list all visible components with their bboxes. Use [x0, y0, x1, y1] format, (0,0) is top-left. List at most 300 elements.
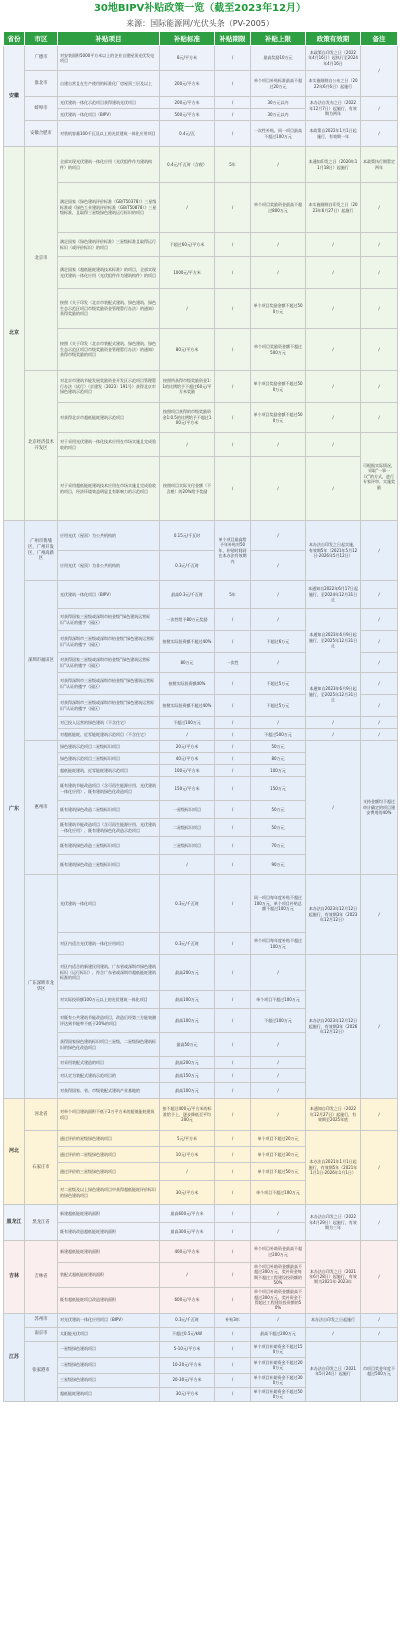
- cap-cell: 最高不超过200万元: [251, 1327, 306, 1341]
- standard-cell: 一次性给予80万元奖励: [160, 609, 215, 631]
- note-cell: /: [361, 1131, 398, 1205]
- project-cell: 应用光伏（屋顶）为公共机构的: [58, 521, 160, 551]
- province-cell: 黑龙江: [4, 1205, 25, 1241]
- period-cell: /: [215, 1163, 251, 1181]
- standard-cell: 400元/平方米: [160, 1241, 215, 1263]
- table-body: [4, 46, 398, 1402]
- note-cell: /: [361, 1205, 398, 1241]
- standard-cell: 不超过0.5元/kW: [160, 1327, 215, 1341]
- table-row: [4, 183, 398, 233]
- cap-cell: 不超过5万元: [251, 695, 306, 717]
- city-cell: 南京市: [25, 1327, 58, 1341]
- period-cell: /: [215, 289, 251, 329]
- validity-cell: 本通知印发之日（2020年11月18日）起施行: [306, 147, 361, 183]
- standard-cell: 0.15元/千瓦时: [160, 521, 215, 551]
- standard-cell: 最高100万元: [160, 1083, 215, 1099]
- project-cell: 光伏建筑一体化示范项目获得建筑光伏项目: [58, 97, 160, 109]
- period-cell: /: [215, 433, 251, 457]
- validity-cell: 本办法自2021年1月1日起施行，有效期5年（2021年1月1日-2026年1月1日）: [306, 1131, 361, 1205]
- city-cell: 石家庄市: [25, 1131, 58, 1205]
- standard-cell: 5-10元/平方米: [160, 1341, 215, 1357]
- table-row: [4, 121, 398, 147]
- validity-cell: 本办法自2023年12月12日起施行，有效期3年（2023年12月12日）: [306, 875, 361, 955]
- validity-cell: /: [306, 457, 361, 521]
- table-row: [4, 673, 398, 695]
- project-cell: 既有建筑绿色改造二星级标识项目: [58, 801, 160, 819]
- page-title: 30地BIPV补贴政策一览（截至2023年12月）: [93, 3, 307, 14]
- cap-cell: 单个项目补助资金不超过150万元: [251, 1341, 306, 1357]
- project-cell: 既有建筑绿色改造三星级标识项目: [58, 855, 160, 875]
- city-cell: 淮北市: [25, 71, 58, 97]
- standard-cell: 按不超过400元/平方米的标准给予上，逐步降低至平均200元: [160, 1099, 215, 1131]
- period-cell: /: [215, 109, 251, 121]
- cap-cell: /: [251, 653, 306, 673]
- note-cell: /: [361, 403, 398, 433]
- project-cell: 对认定为装配式建筑示范项目的: [58, 1069, 160, 1083]
- project-cell: 光伏建筑一体化项目（BIPV）: [58, 109, 160, 121]
- standard-cell: /: [160, 855, 215, 875]
- standard-cell: 0.4元/千瓦时（含税）: [160, 147, 215, 183]
- standard-cell: 200元/平方米: [160, 71, 215, 97]
- period-cell: /: [215, 729, 251, 741]
- note-cell: /: [361, 121, 398, 147]
- city-cell: 广东深圳市龙华区: [25, 875, 58, 1099]
- project-cell: 对于采用光伏建筑一体化技术应用在市场实施且完成验收的项目: [58, 433, 160, 457]
- project-cell: 新建超低能耗建筑面积: [58, 1241, 160, 1263]
- table-row: [4, 581, 398, 609]
- column-header-standard: 补贴标准: [160, 32, 215, 46]
- city-cell: 苏州市: [25, 1313, 58, 1327]
- table-row: [4, 71, 398, 97]
- table-row: [4, 1241, 398, 1263]
- column-header-period: 补贴期限: [215, 32, 251, 46]
- project-cell: 按照《关于印发〈北京市装配式建筑、绿色建筑、绿色生态示范区项目市级奖励资金管理暂行办法〉的通知》获得奖励的项目: [58, 289, 160, 329]
- cap-cell: 单个项目奖励金额不超过500万元: [251, 371, 306, 403]
- period-cell: /: [215, 257, 251, 289]
- standard-cell: /: [160, 433, 215, 457]
- cap-cell: 最高奖励10万元: [251, 46, 306, 71]
- standard-cell: 按照实际投资额不超过40%: [160, 631, 215, 653]
- cap-cell: 100万元: [251, 765, 306, 777]
- project-cell: 获得国家绿色建筑标识项目三星级，二星级绿色建筑标识的绿色化改造项目: [58, 1033, 160, 1057]
- cap-cell: /: [251, 609, 306, 631]
- table-row: [4, 97, 398, 109]
- project-cell: 满足国家《超低能耗建筑技术标准》的项目，全部实现光伏建筑一体化应用（光伏组件作为建筑构件）的项目: [58, 257, 160, 289]
- province-cell: 江苏: [4, 1313, 25, 1401]
- table-row: [4, 433, 398, 457]
- project-cell: 对区内适合光伏建筑一体化应用项目: [58, 933, 160, 955]
- standard-cell: /: [160, 729, 215, 741]
- city-cell: 张家港市: [25, 1341, 58, 1401]
- table-row: [4, 257, 398, 289]
- city-cell: 北京市: [25, 147, 58, 371]
- standard-cell: 按照项目获得的市级奖励资金1:0.5的比例给予不超过100元/平方米: [160, 403, 215, 433]
- cap-cell: 单个项目补助资金额最高不超过300万元，奖补资金不得超过工程建设投资额的50%: [251, 1287, 306, 1313]
- cap-cell: 单个项目不超过30万元: [251, 1147, 306, 1163]
- period-cell: /: [215, 1223, 251, 1241]
- validity-cell: /: [306, 371, 361, 403]
- period-cell: /: [215, 777, 251, 801]
- cap-cell: /: [251, 1083, 306, 1099]
- project-cell: 对获得深圳市三星级或深圳市铂金级“绿色建筑运营标识”认证的楼宇（园区）: [58, 631, 160, 653]
- standard-cell: /: [160, 1163, 215, 1181]
- validity-cell: 本办法自印发之日（2021年5月24日）起施行: [306, 1341, 361, 1401]
- policy-table: [3, 31, 398, 1402]
- note-cell: /: [361, 631, 398, 653]
- period-cell: /: [215, 46, 251, 71]
- standard-cell: 8元/平方米: [160, 46, 215, 71]
- cap-cell: 单个项目不超过100万元: [251, 991, 306, 1009]
- project-cell: 对实际投资额100万元以上的光伏建筑一体化项目: [58, 991, 160, 1009]
- period-cell: /: [215, 837, 251, 855]
- cap-cell: 单个项目补助资金额最高不超过300万元，奖补资金每期不超过工程建设投资额的50%: [251, 1263, 306, 1288]
- standard-cell: 最高300元/平方米: [160, 1223, 215, 1241]
- cap-cell: 单个项目奖励金额不超过500万元: [251, 289, 306, 329]
- note-cell: /: [361, 329, 398, 371]
- standard-cell: 80元/平方米: [160, 329, 215, 371]
- period-cell: /: [215, 71, 251, 97]
- period-cell: /: [215, 673, 251, 695]
- table-row: [4, 403, 398, 433]
- period-cell: /: [215, 1033, 251, 1057]
- cap-cell: 30万元以内: [251, 97, 306, 109]
- project-cell: 对既有公共建筑节能改造项目，改造后经第三方能效测评达到节能率不低于20%的项目: [58, 1009, 160, 1033]
- note-cell: /: [361, 1241, 398, 1314]
- validity-cell: 本办法自印发之日（2022年4月29日）起施行，有效期为三年: [306, 1205, 361, 1241]
- project-cell: 既有建筑节能改造项目（含可再生能源应用、光伏建筑一体化应用）、既有建筑绿色化改造示范项目: [58, 819, 160, 837]
- project-cell: 三星级绿色建筑项目: [58, 1373, 160, 1387]
- period-cell: /: [215, 1069, 251, 1083]
- validity-cell: /: [306, 257, 361, 289]
- cap-cell: /: [251, 955, 306, 991]
- cap-cell: /: [251, 257, 306, 289]
- standard-cell: 按照所获得市级奖励资金1:1的比例给予不超过60元/平方米奖励: [160, 371, 215, 403]
- cap-cell: 单个项目不超过20万元: [251, 1131, 306, 1147]
- period-cell: /: [215, 233, 251, 257]
- project-cell: 二星级绿色建筑项目: [58, 1357, 160, 1373]
- project-cell: 自建自营且在生产使用的标准化厂房屋顶三层及以上: [58, 71, 160, 97]
- project-cell: 光伏建筑一体化项目（BIPV）: [58, 581, 160, 609]
- standard-cell: 100元/平方米: [160, 765, 215, 777]
- project-cell: 对获得北京市超低能耗建筑示范项目: [58, 403, 160, 433]
- city-cell: 广州市黄埔区、广州开发区、广州高新区: [25, 521, 58, 581]
- period-cell: /: [215, 1341, 251, 1357]
- period-cell: /: [215, 1241, 251, 1263]
- cap-cell: /: [251, 581, 306, 609]
- standard-cell: 最高200万元: [160, 955, 215, 991]
- standard-cell: 0.3元/千瓦时: [160, 875, 215, 933]
- period-cell: /: [215, 955, 251, 991]
- period-cell: /: [215, 991, 251, 1009]
- cap-cell: /: [251, 1057, 306, 1069]
- project-cell: 对光伏建筑一体化应用项目（BIPV）: [58, 1313, 160, 1327]
- cap-cell: /: [251, 1069, 306, 1083]
- note-cell: /: [361, 521, 398, 581]
- cap-cell: 单个项目补助资金最高不超过200万元: [251, 1241, 306, 1263]
- table-row: [4, 329, 398, 371]
- cap-cell: 50万元: [251, 819, 306, 837]
- period-cell: /: [215, 1147, 251, 1163]
- validity-cell: 本通知自印发之日（2022年12月27日）起施行，有效期至2025年底: [306, 1099, 361, 1131]
- project-cell: 对获得深圳市三星级或深圳市铂金级“绿色建筑运营标识”认证的楼宇（园区）: [58, 673, 160, 695]
- table-row: [4, 741, 398, 753]
- validity-cell: /: [306, 233, 361, 257]
- validity-cell: /: [306, 1327, 361, 1341]
- cap-cell: 不超过5万元: [251, 673, 306, 695]
- cap-cell: 70万元: [251, 837, 306, 855]
- project-cell: 绿色建筑示范项目二星级标识项目: [58, 741, 160, 753]
- validity-cell: 本办法自印发之日起实施，有效期5年（2021年5月12日-2026年5月12日）: [306, 521, 361, 581]
- table-row: [4, 521, 398, 551]
- cap-cell: /: [251, 551, 306, 581]
- cap-cell: /: [251, 457, 306, 521]
- project-cell: 对安装面积5000平方米以上的企业自建屋顶光伏发电项目: [58, 46, 160, 71]
- note-cell: 支持金额均不超过审计确定的项目建安费用的40%: [361, 741, 398, 875]
- period-cell: /: [215, 1131, 251, 1147]
- standard-cell: 200元/平方米: [160, 97, 215, 109]
- standard-cell: 80万元: [160, 653, 215, 673]
- period-cell: /: [215, 97, 251, 109]
- cap-cell: /: [251, 1033, 306, 1057]
- standard-cell: 30元/平方米: [160, 1181, 215, 1205]
- period-cell: /: [215, 121, 251, 147]
- validity-cell: /: [306, 729, 361, 741]
- period-cell: /: [215, 1205, 251, 1223]
- project-cell: 满足国家《绿色建筑评价标准（GB/T50378）》三星级标准或《绿色工业建筑评价标准（GB/T50878）》三星级标准，且取得三星级绿色建筑运行标识的项目: [58, 183, 160, 233]
- city-cell: 河北省: [25, 1099, 58, 1131]
- note-cell: /: [361, 289, 398, 329]
- period-cell: /: [215, 329, 251, 371]
- table-row: [4, 1327, 398, 1341]
- cap-cell: 90万元: [251, 855, 306, 875]
- cap-cell: /: [251, 433, 306, 457]
- table-row: [4, 875, 398, 933]
- standard-cell: 20-30元/平方米: [160, 1373, 215, 1387]
- standard-cell: 0.3元/千瓦时: [160, 933, 215, 955]
- cap-cell: 50万元: [251, 801, 306, 819]
- standard-cell: 0.3元/千瓦时: [160, 551, 215, 581]
- cap-cell: 50万元: [251, 741, 306, 753]
- city-cell: 惠州市: [25, 741, 58, 875]
- period-cell: /: [215, 631, 251, 653]
- project-cell: 对获得国家、省、市级装配式建筑产业基地的: [58, 1083, 160, 1099]
- cap-cell: /: [251, 521, 306, 551]
- cap-cell: 单个项目奖励金额不超过500万元: [251, 403, 306, 433]
- table-row: [4, 609, 398, 631]
- province-cell: 北京: [4, 147, 25, 521]
- period-cell: /: [215, 855, 251, 875]
- province-cell: 广东: [4, 521, 25, 1099]
- cap-cell: 单个项目不超过100万元: [251, 1181, 306, 1205]
- province-cell: 吉林: [4, 1241, 25, 1314]
- note-cell: /: [361, 609, 398, 631]
- table-row: [4, 233, 398, 257]
- note-cell: 本政策执行期暂定两年: [361, 147, 398, 183]
- cap-cell: 不超过500万元: [251, 729, 306, 741]
- city-cell: 广德市: [25, 46, 58, 71]
- standard-cell: 最高0.3元/千瓦时: [160, 581, 215, 609]
- note-cell: /: [361, 729, 398, 741]
- validity-cell: /: [306, 433, 361, 457]
- project-cell: 对获得深圳市三星级或深圳市铂金级“绿色建筑运营标识”认证的楼宇（园区）: [58, 695, 160, 717]
- city-cell: 北京经济技术开发区: [25, 371, 58, 521]
- note-cell: 市项目奖金年度不超过500万元: [361, 1341, 398, 1401]
- note-cell: /: [361, 695, 398, 717]
- column-header-city: 市区: [25, 32, 58, 46]
- cap-cell: 单个项目奖励资金最高不超过800万元: [251, 183, 306, 233]
- standard-cell: 600元/平方米: [160, 1287, 215, 1313]
- validity-cell: 本通知自2023年6月9日起施行，至2025年12月31日止: [306, 609, 361, 673]
- standard-cell: 5元/平方米: [160, 1131, 215, 1147]
- cap-cell: /: [251, 1223, 306, 1241]
- standard-cell: 最高100万元: [160, 1009, 215, 1033]
- period-cell: /: [215, 1057, 251, 1069]
- project-cell: 对装机容量100千瓦及以上的光伏建筑一体化应用项目: [58, 121, 160, 147]
- column-header-validity: 政策有效期: [306, 32, 361, 46]
- validity-cell: 本办法自2023年12月12日起施行，有效期3年（2026年12月12日）: [306, 955, 361, 1099]
- validity-cell: 本政策自印发之日（2022年4月16日）起执行至2024年4月16日: [306, 46, 361, 71]
- table-header-row: [4, 32, 398, 46]
- table-row: [4, 717, 398, 729]
- project-cell: 既有建筑节能改造项目（含可再生能源应用、光伏建筑一体化应用）、既有建筑绿色化改造项目: [58, 777, 160, 801]
- validity-cell: 本办法自印发之日（2021年6月28日）起施行，有效期为2021年-2023年: [306, 1241, 361, 1314]
- period-cell: /: [215, 183, 251, 233]
- validity-cell: /: [306, 289, 361, 329]
- period-cell: /: [215, 1083, 251, 1099]
- period-cell: /: [215, 741, 251, 753]
- standard-cell: 最高50万元: [160, 1033, 215, 1057]
- cap-cell: 单个项目奖励资金额不超过500万元: [251, 329, 306, 371]
- period-cell: /: [215, 1387, 251, 1401]
- project-cell: 超低能耗建筑、近零能耗建筑示范项目: [58, 765, 160, 777]
- note-cell: /: [361, 183, 398, 233]
- standard-cell: 1000元/平方米: [160, 257, 215, 289]
- cap-cell: /: [251, 717, 306, 729]
- period-cell: /: [215, 457, 251, 521]
- validity-cell: 本实施细则自公布之日（2022年6月6日）起施行: [306, 71, 361, 97]
- cap-cell: 单个项目补助资金不超过300万元: [251, 1373, 306, 1387]
- project-cell: 对获得国家三星级或深圳市铂金级“绿色建筑运营标识”认证的楼宇（园区）: [58, 653, 160, 673]
- project-cell: 全部实现光伏建筑一体化应用（光伏组件作为建筑构件）的项目: [58, 147, 160, 183]
- period-cell: 一次性: [215, 653, 251, 673]
- cap-cell: /: [251, 147, 306, 183]
- standard-cell: 40元/平方米: [160, 753, 215, 765]
- cap-cell: 单个项目补助资金不超过500万元: [251, 1387, 306, 1401]
- standard-cell: 最高600元/平方米: [160, 1205, 215, 1223]
- period-cell: 5年: [215, 581, 251, 609]
- standard-cell: /: [160, 1263, 215, 1288]
- project-cell: 对北京市建筑节能发展奖励资金开发区示范项目管理暂行办法（试行）（京建发〔2023〕191号）获得北京市绿色建筑示范项目: [58, 371, 160, 403]
- validity-cell: 本办法自发布之日（2022年12月7日）起施行，有效期为两年: [306, 97, 361, 121]
- note-cell: /: [361, 233, 398, 257]
- project-cell: 对单个项目建筑面积不低于2万平方米的超低能耗建筑项目: [58, 1099, 160, 1131]
- cap-cell: 不超过6万元: [251, 631, 306, 653]
- column-header-project: 补贴项目: [58, 32, 160, 46]
- standard-cell: /: [160, 289, 215, 329]
- city-cell: 深圳市福田区: [25, 581, 58, 741]
- standard-cell: 20元/平方米: [160, 741, 215, 753]
- standard-cell: 500元/平方米: [160, 109, 215, 121]
- project-cell: 既有建筑绿色改造三星级标识项目: [58, 837, 160, 855]
- cap-cell: /: [251, 1099, 306, 1131]
- standard-cell: 0.4元/瓦: [160, 121, 215, 147]
- project-cell: 太阳能光伏项目: [58, 1327, 160, 1341]
- cap-cell: 30万元以内: [251, 109, 306, 121]
- cap-cell: /: [251, 1313, 306, 1327]
- validity-cell: 本实施细则自印发之日（2023年6月27日）起施行: [306, 183, 361, 233]
- standard-cell: 按照项目实际支付金额（不含税）的20%给予奖励: [160, 457, 215, 521]
- note-cell: /: [361, 46, 398, 97]
- standard-cell: 最高200万元: [160, 1057, 215, 1069]
- validity-cell: 本办法自印发之日起施行: [306, 1313, 361, 1327]
- note-cell: /: [361, 581, 398, 609]
- period-cell: /: [215, 1263, 251, 1288]
- project-cell: 对采用装配式建造的项目: [58, 1057, 160, 1069]
- period-cell: /: [215, 695, 251, 717]
- period-cell: /: [215, 1099, 251, 1131]
- period-cell: /: [215, 875, 251, 933]
- table-row: [4, 1313, 398, 1327]
- table-row: [4, 457, 398, 521]
- period-cell: 单个项目最高给予年补贴对50年，补贴时间同在本办法有效期内: [215, 521, 251, 581]
- standard-cell: 30元/平方米: [160, 1387, 215, 1401]
- table-row: [4, 147, 398, 183]
- table-row: [4, 1099, 398, 1131]
- period-cell: /: [215, 1373, 251, 1387]
- table-row: [4, 371, 398, 403]
- note-cell: /: [361, 97, 398, 121]
- standard-cell: 最高100万元: [160, 991, 215, 1009]
- period-cell: /: [215, 717, 251, 729]
- province-cell: 安徽: [4, 46, 25, 147]
- project-cell: 对已投入运营的绿色建筑（不含住宅）: [58, 717, 160, 729]
- note-cell: /: [361, 1327, 398, 1341]
- page-subtitle: 来源：国际能源网/光伏头条（PV-2005）: [126, 19, 274, 28]
- standard-cell: 一星级标识项目: [160, 801, 215, 819]
- standard-cell: 按照实际投资额40%: [160, 673, 215, 695]
- note-cell: /: [361, 653, 398, 673]
- cap-cell: 一次性补贴，同一项目最高不超过100万元: [251, 121, 306, 147]
- project-cell: 对二星级及以上绿色建筑项目中获得超低能耗评价标识的绿色建筑项目: [58, 1181, 160, 1205]
- project-cell: 满足国家《绿色建筑评价标准》三星级标准且取得运行标识（或评价标识）的项目: [58, 233, 160, 257]
- standard-cell: 150元/平方米: [160, 777, 215, 801]
- standard-cell: 0.3元/千瓦时: [160, 1313, 215, 1327]
- city-cell: 安徽合肥市: [25, 121, 58, 147]
- note-cell: /: [361, 673, 398, 695]
- note-cell: /: [361, 1099, 398, 1131]
- column-header-note: 备注: [361, 32, 398, 46]
- standard-cell: 不超过100万元: [160, 717, 215, 729]
- period-cell: /: [215, 371, 251, 403]
- table-row: [4, 955, 398, 991]
- project-cell: 通过评价的二星级绿色建筑项目: [58, 1147, 160, 1163]
- standard-cell: 10元/平方米: [160, 1147, 215, 1163]
- period-cell: /: [215, 801, 251, 819]
- period-cell: /: [215, 403, 251, 433]
- table-row: [4, 729, 398, 741]
- project-cell: 对于采用超低能耗建筑技术应用在市场实施且完成验收的项目，经济环境效益明显且有影响力的示范项目: [58, 457, 160, 521]
- province-cell: 河北: [4, 1099, 25, 1205]
- cap-cell: 80万元: [251, 753, 306, 765]
- period-cell: /: [215, 1181, 251, 1205]
- cap-cell: 单个项目每年度补贴不超过100万元: [251, 933, 306, 955]
- project-cell: 通过评价的三星级绿色建筑项目: [58, 1163, 160, 1181]
- table-row: [4, 289, 398, 329]
- project-cell: 对超低能耗、近零能耗建筑示范项目（不含住宅）: [58, 729, 160, 741]
- period-cell: /: [215, 1287, 251, 1313]
- period-cell: /: [215, 609, 251, 631]
- validity-cell: /: [306, 741, 361, 875]
